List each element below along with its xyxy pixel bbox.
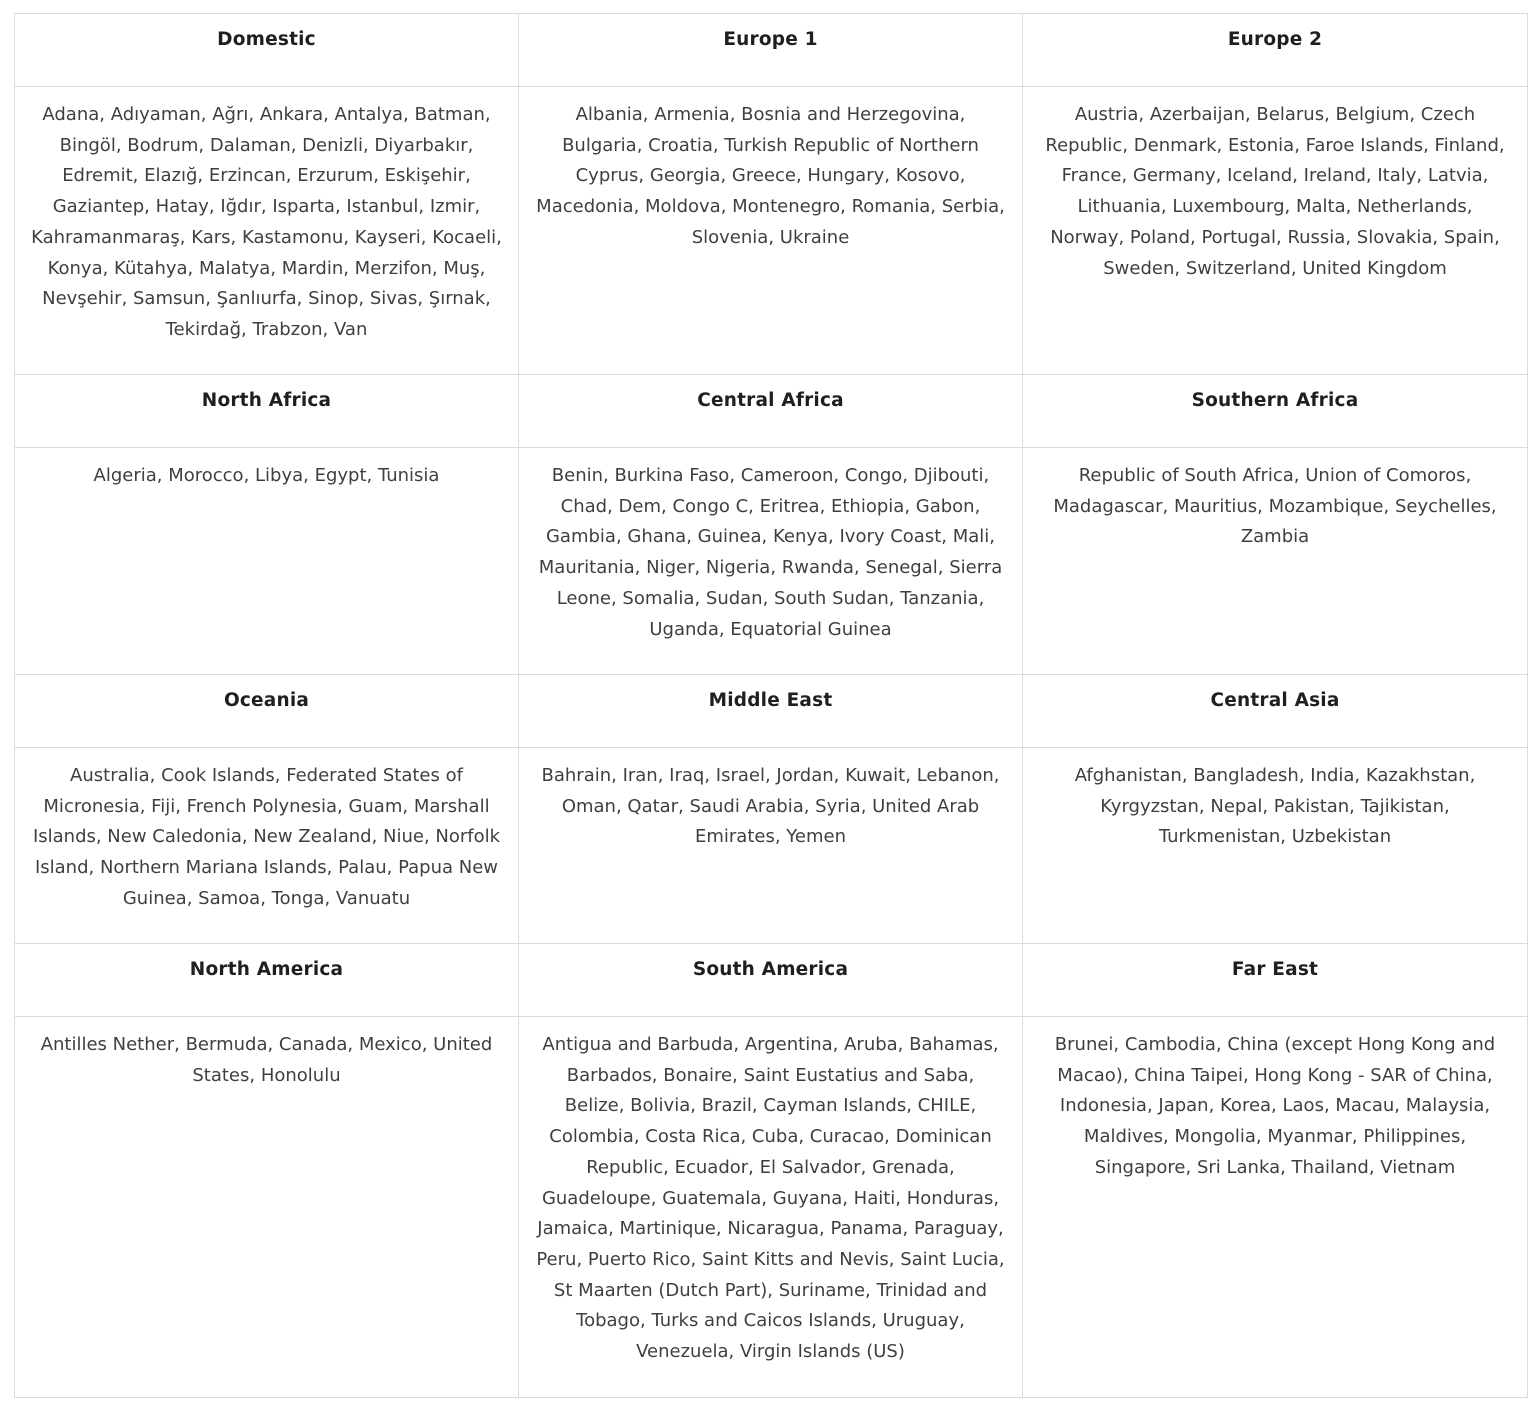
zone-places-north-america: Antilles Nether, Bermuda, Canada, Mexico, United States, Honolulu: [15, 1017, 519, 1398]
zone-places-southern-africa: Republic of South Africa, Union of Comoros, Madagascar, Mauritius, Mozambique, Seychelles, Zambia: [1023, 448, 1528, 675]
zone-places-north-africa: Algeria, Morocco, Libya, Egypt, Tunisia: [15, 448, 519, 675]
zone-places-row: [15, 448, 1528, 675]
zone-places-row: [15, 87, 1528, 375]
zone-places-central-asia: Afghanistan, Bangladesh, India, Kazakhstan, Kyrgyzstan, Nepal, Pakistan, Tajikistan, Turkmenistan, Uzbekistan: [1023, 748, 1528, 944]
zone-header-oceania: Oceania: [15, 675, 519, 748]
zone-header-row: [15, 14, 1528, 87]
region-zones-table: [14, 13, 1528, 1398]
zone-places-domestic: Adana, Adıyaman, Ağrı, Ankara, Antalya, Batman, Bingöl, Bodrum, Dalaman, Denizli, Diyarbakır, Edremit, Elazığ, Erzincan, Erzurum, Eskişehir, Gaziantep, Hatay, Iğdır, Isparta, Istanbul, Izmir, Kahramanmaraş, Kars, Kastamonu, Kayseri, Kocaeli, Konya, Kütahya, Malatya, Mardin, Merzifon, Muş, Nevşehir, Samsun, Şanlıurfa, Sinop, Sivas, Şırnak, Tekirdağ, Trabzon, Van: [15, 87, 519, 375]
zone-places-europe-2: Austria, Azerbaijan, Belarus, Belgium, Czech Republic, Denmark, Estonia, Faroe Islands, Finland, France, Germany, Iceland, Ireland, Italy, Latvia, Lithuania, Luxembourg, Malta, Netherlands, Norway, Poland, Portugal, Russia, Slovakia, Spain, Sweden, Switzerland, United Kingdom: [1023, 87, 1528, 375]
zone-header-north-africa: North Africa: [15, 375, 519, 448]
zone-places-middle-east: Bahrain, Iran, Iraq, Israel, Jordan, Kuwait, Lebanon, Oman, Qatar, Saudi Arabia, Syria, United Arab Emirates, Yemen: [519, 748, 1023, 944]
zone-places-oceania: Australia, Cook Islands, Federated States of Micronesia, Fiji, French Polynesia, Guam, Marshall Islands, New Caledonia, New Zealand, Niue, Norfolk Island, Northern Mariana Islands, Palau, Papua New Guinea, Samoa, Tonga, Vanuatu: [15, 748, 519, 944]
zone-header-far-east: Far East: [1023, 944, 1528, 1017]
zone-places-central-africa: Benin, Burkina Faso, Cameroon, Congo, Djibouti, Chad, Dem, Congo C, Eritrea, Ethiopia, Gabon, Gambia, Ghana, Guinea, Kenya, Ivory Coast, Mali, Mauritania, Niger, Nigeria, Rwanda, Senegal, Sierra Leone, Somalia, Sudan, South Sudan, Tanzania, Uganda, Equatorial Guinea: [519, 448, 1023, 675]
zone-header-middle-east: Middle East: [519, 675, 1023, 748]
zone-header-central-africa: Central Africa: [519, 375, 1023, 448]
zone-header-europe-2: Europe 2: [1023, 14, 1528, 87]
zone-header-central-asia: Central Asia: [1023, 675, 1528, 748]
zone-places-europe-1: Albania, Armenia, Bosnia and Herzegovina, Bulgaria, Croatia, Turkish Republic of Northern Cyprus, Georgia, Greece, Hungary, Kosovo, Macedonia, Moldova, Montenegro, Romania, Serbia, Slovenia, Ukraine: [519, 87, 1023, 375]
zone-header-row: [15, 675, 1528, 748]
zone-places-row: [15, 1017, 1528, 1398]
zone-header-south-america: South America: [519, 944, 1023, 1017]
zone-places-south-america: Antigua and Barbuda, Argentina, Aruba, Bahamas, Barbados, Bonaire, Saint Eustatius and Saba, Belize, Bolivia, Brazil, Cayman Islands, CHILE, Colombia, Costa Rica, Cuba, Curacao, Dominican Republic, Ecuador, El Salvador, Grenada, Guadeloupe, Guatemala, Guyana, Haiti, Honduras, Jamaica, Martinique, Nicaragua, Panama, Paraguay, Peru, Puerto Rico, Saint Kitts and Nevis, Saint Lucia, St Maarten (Dutch Part), Suriname, Trinidad and Tobago, Turks and Caicos Islands, Uruguay, Venezuela, Virgin Islands (US): [519, 1017, 1023, 1398]
zone-header-europe-1: Europe 1: [519, 14, 1023, 87]
zone-header-north-america: North America: [15, 944, 519, 1017]
zone-header-row: [15, 375, 1528, 448]
zone-places-row: [15, 748, 1528, 944]
zone-header-southern-africa: Southern Africa: [1023, 375, 1528, 448]
zone-header-row: [15, 944, 1528, 1017]
zone-header-domestic: Domestic: [15, 14, 519, 87]
zone-places-far-east: Brunei, Cambodia, China (except Hong Kong and Macao), China Taipei, Hong Kong - SAR of China, Indonesia, Japan, Korea, Laos, Macau, Malaysia, Maldives, Mongolia, Myanmar, Philippines, Singapore, Sri Lanka, Thailand, Vietnam: [1023, 1017, 1528, 1398]
